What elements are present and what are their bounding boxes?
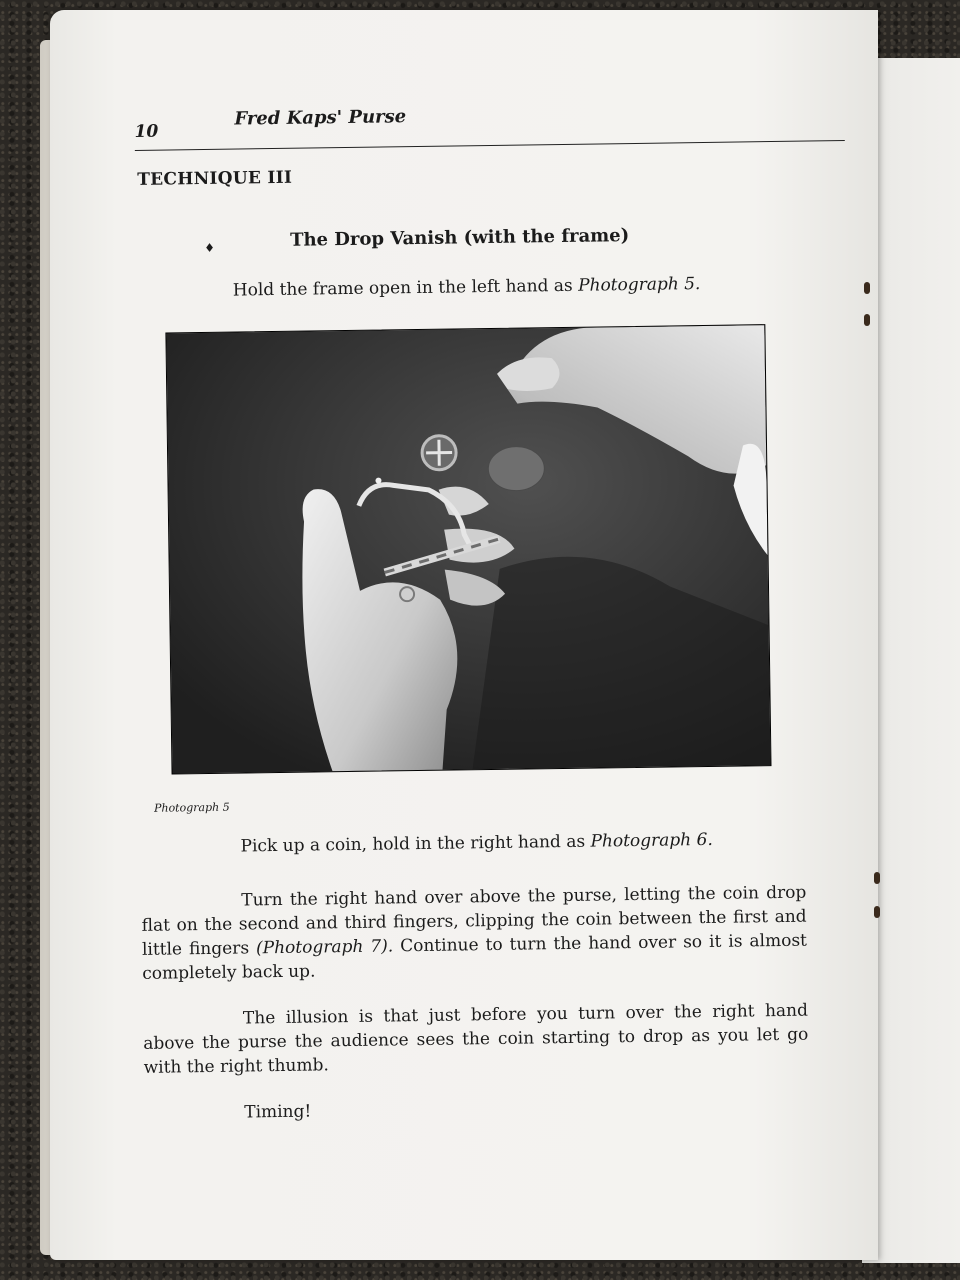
binding-hole — [864, 282, 870, 294]
binding-hole — [864, 314, 870, 326]
diamond-bullet-icon: ♦ — [204, 240, 216, 255]
photo-reference: (Photograph 7). — [255, 936, 394, 959]
photo-reference: Photograph 6. — [590, 829, 713, 852]
binding-hole — [874, 872, 880, 884]
header-rule — [135, 140, 845, 151]
page-content — [130, 80, 850, 1123]
section-title: TECHNIQUE III — [137, 167, 293, 190]
paragraph-text: Hold the frame open in the left hand as — [232, 275, 579, 301]
paragraph-5: Timing! — [244, 1101, 312, 1123]
photo-caption: Photograph 5 — [153, 800, 230, 815]
running-header — [134, 90, 844, 140]
photo-reference: Photograph 5. — [577, 274, 701, 296]
paragraph-1 — [233, 271, 793, 303]
binding-hole — [874, 906, 880, 918]
paragraph-4: The illusion is that just before you turn over the right hand above the purse the audience sees the coin starting to drop as you let go with the right thumb. — [143, 1000, 809, 1078]
photo-illustration — [166, 325, 770, 773]
running-title: Fred Kaps' Purse — [234, 106, 407, 130]
paragraph-text: Pick up a coin, hold in the right hand as — [240, 831, 591, 857]
subheading: The Drop Vanish (with the frame) — [289, 225, 630, 251]
book-page — [50, 10, 878, 1260]
paragraph-3 — [141, 881, 807, 986]
page-number: 10 — [134, 121, 159, 142]
paragraph-text: Turn the right hand over above the purse, letting the coin drop flat on the second and third fingers, clipping the coin between the first and little fingers — [141, 882, 807, 960]
photograph-5 — [165, 324, 771, 774]
paragraph-2 — [240, 827, 800, 859]
paragraph-text: Continue to turn the hand over so it is almost completely back up. — [142, 930, 808, 984]
